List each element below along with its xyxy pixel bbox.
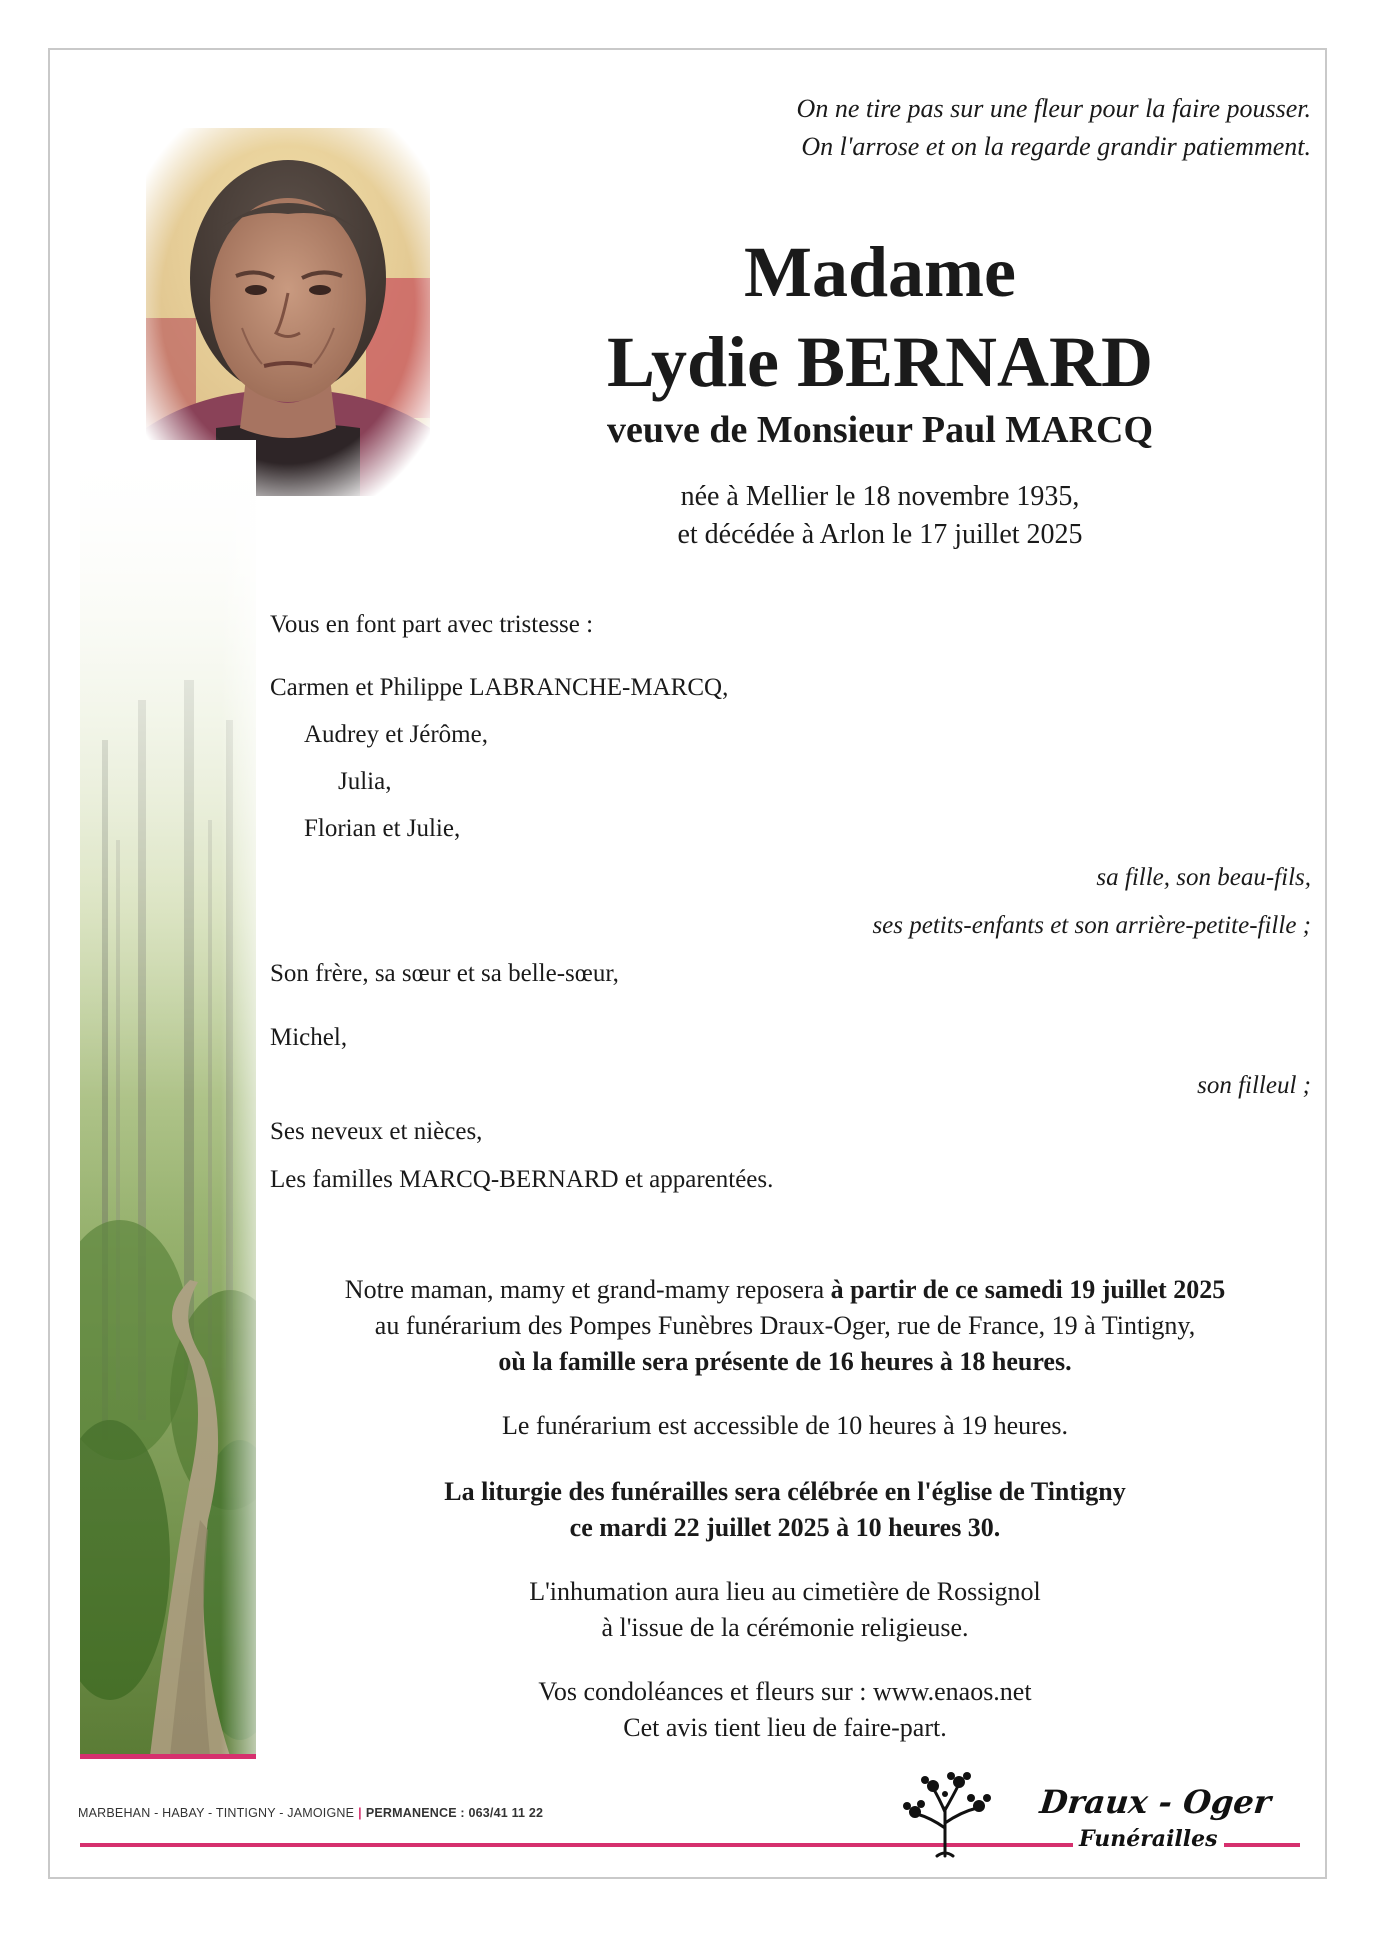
liturgy-line-1: La liturgie des funérailles sera célébrée en l'église de Tintigny [444, 1477, 1126, 1506]
family-intro: Vous en font part avec tristesse : [270, 611, 594, 638]
notice-line: Cet avis tient lieu de faire-part. [623, 1713, 947, 1742]
footer-towns: MARBEHAN - HABAY - TINTIGNY - JAMOIGNE [78, 1806, 355, 1820]
family-line: Ses neveux et nièces, [270, 1118, 483, 1145]
epigraph [797, 90, 1311, 166]
liturgy-info [265, 1474, 1305, 1546]
burial-info [265, 1574, 1305, 1646]
family-line: Audrey et Jérôme, [304, 721, 488, 748]
visitation-location: au funérarium des Pompes Funèbres Draux-Oger, rue de France, 19 à Tintigny, [374, 1311, 1196, 1340]
condolences-info [265, 1674, 1305, 1746]
condolences-line: Vos condoléances et fleurs sur : www.enaos.net [538, 1677, 1032, 1706]
birth-line: née à Mellier le 18 novembre 1935, [680, 481, 1080, 512]
family-line: Michel, [270, 1024, 348, 1051]
family-line: Florian et Julie, [304, 815, 461, 842]
family-line: Les familles MARCQ-BERNARD et apparentées. [270, 1166, 774, 1193]
death-line: et décédée à Arlon le 17 juillet 2025 [677, 519, 1083, 550]
footer-contact [78, 1806, 543, 1820]
burial-line-1: L'inhumation aura lieu au cimetière de Rossignol [529, 1577, 1041, 1606]
tree-logo-icon [893, 1768, 997, 1858]
family-line: Son frère, sa sœur et sa belle-sœur, [270, 960, 619, 987]
forest-path-image [80, 440, 256, 1756]
image-accent-line [80, 1754, 256, 1759]
brand-name: Draux - Oger [1038, 1783, 1273, 1821]
family-line: Julia, [338, 768, 392, 795]
honorific: Madame [744, 232, 1016, 312]
burial-line-2: à l'issue de la cérémonie religieuse. [601, 1613, 969, 1642]
relation-note: ses petits-enfants et son arrière-petite-fille ; [872, 912, 1311, 939]
footer-permanence: PERMANENCE : 063/41 11 22 [365, 1806, 544, 1820]
birth-death-dates [540, 478, 1220, 554]
relation-note: son filleul ; [1197, 1072, 1311, 1099]
access-hours: Le funérarium est accessible de 10 heures à 19 heures. [502, 1411, 1068, 1440]
spouse-line: veuve de Monsieur Paul MARCQ [606, 409, 1154, 451]
footer-separator: | [358, 1806, 362, 1820]
family-line: Carmen et Philippe LABRANCHE-MARCQ, [270, 674, 729, 701]
liturgy-line-2: ce mardi 22 juillet 2025 à 10 heures 30. [569, 1513, 1001, 1542]
visitation-line: Notre maman, mamy et grand-mamy reposera à partir de ce samedi 19 juillet 2025 [344, 1275, 1226, 1304]
epigraph-line-2: On l'arrose et on la regarde grandir patiemment. [801, 132, 1311, 161]
visitation-info [265, 1272, 1305, 1380]
relation-note: sa fille, son beau-fils, [1096, 864, 1311, 891]
visitation-presence: où la famille sera présente de 16 heures à 18 heures. [498, 1347, 1072, 1376]
epigraph-line-1: On ne tire pas sur une fleur pour la faire pousser. [796, 94, 1311, 123]
brand-subtitle: Funérailles [1073, 1826, 1224, 1852]
deceased-name: Lydie BERNARD [606, 322, 1154, 402]
